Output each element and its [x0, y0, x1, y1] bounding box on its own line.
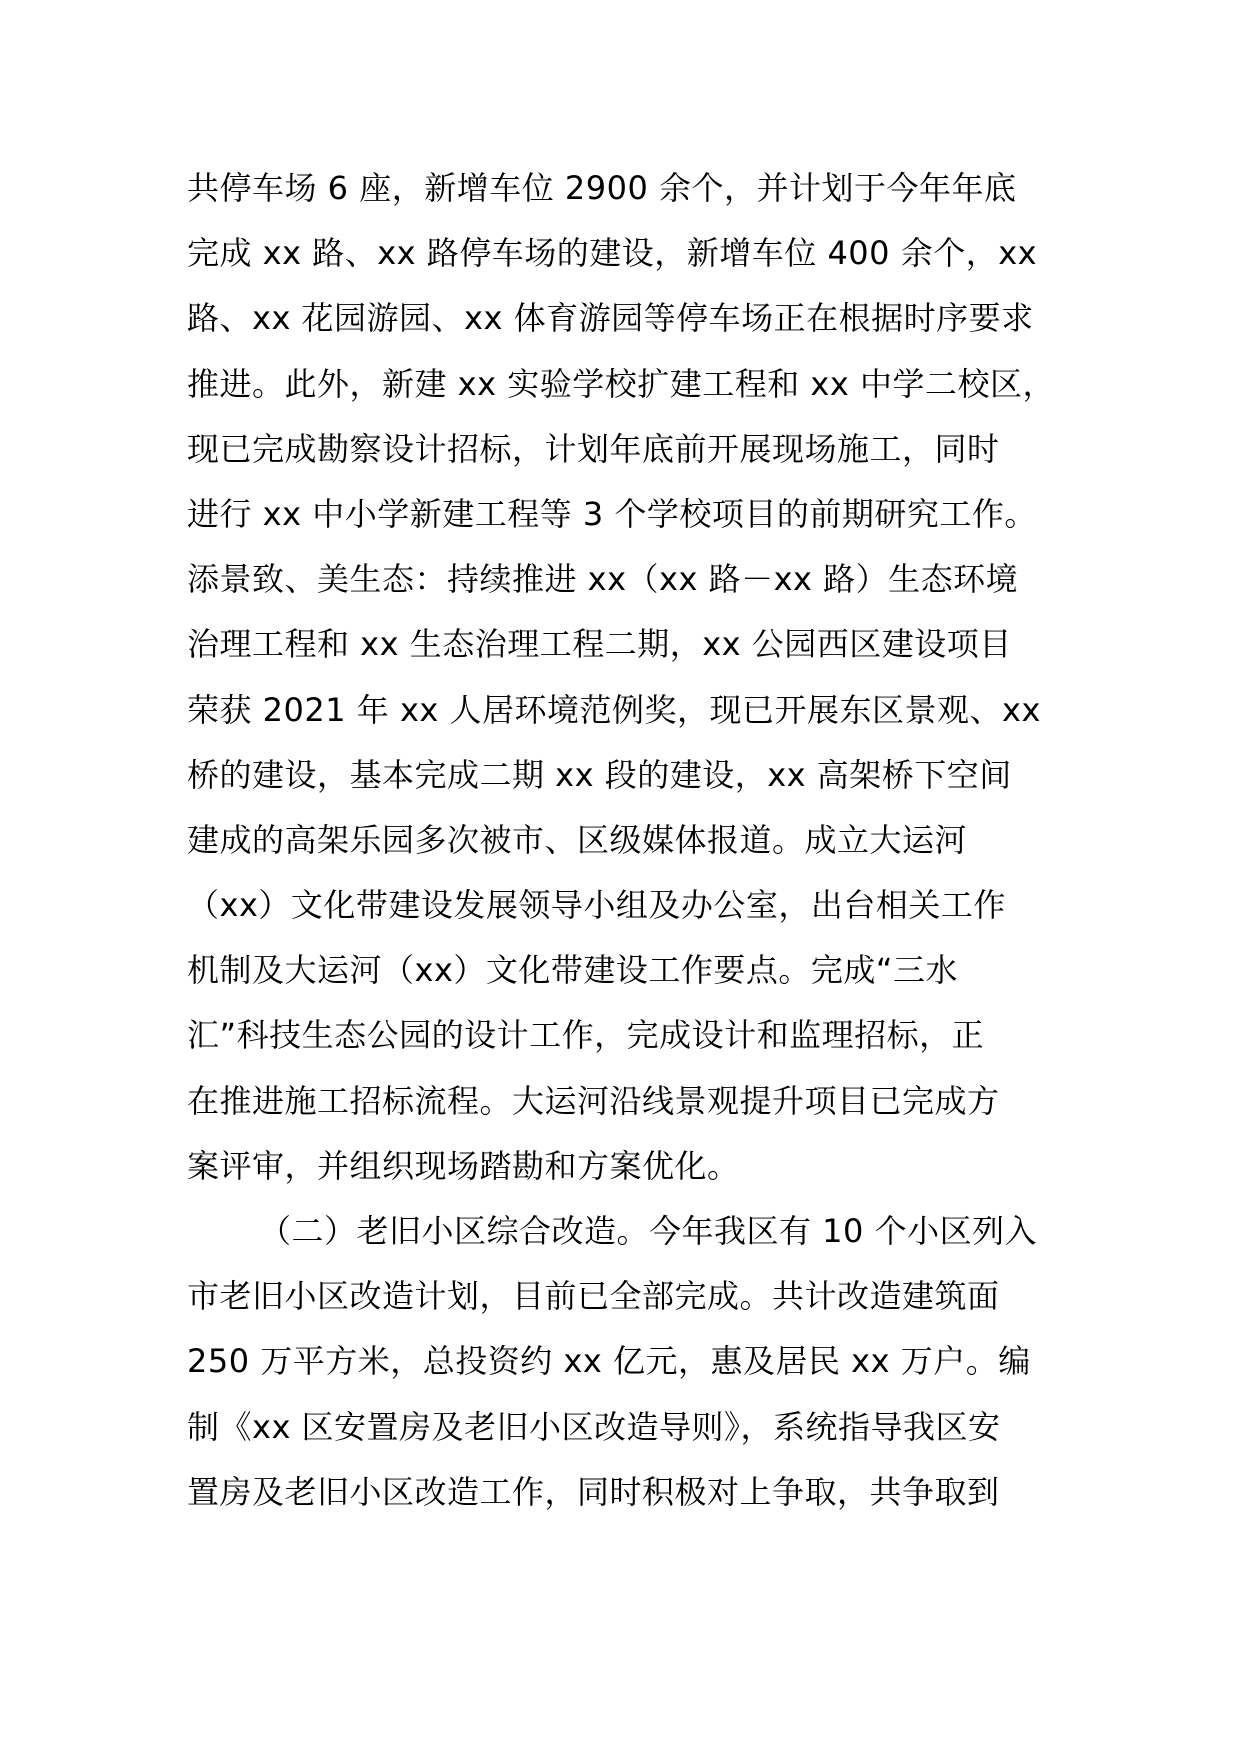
- text-line: 汇”科技生态公园的设计工作，完成设计和监理招标，正: [187, 1016, 985, 1055]
- text-line: 250 万平方米，总投资约 xx 亿元，惠及居民 xx 万户。编: [187, 1342, 1031, 1381]
- text-line: 机制及大运河（xx）文化带建设工作要点。完成“三水: [187, 951, 958, 990]
- text-line: 共停车场 6 座，新增车位 2900 余个，并计划于今年年底: [187, 169, 1017, 207]
- text-line: 进行 xx 中小学新建工程等 3 个学校项目的前期研究工作。: [187, 494, 1037, 533]
- text-line: 制《xx 区安置房及老旧小区改造导则》，系统指导我区安: [187, 1407, 1001, 1446]
- text-line: 完成 xx 路、xx 路停车场的建设，新增车位 400 余个，xx: [187, 234, 1038, 273]
- text-line: 推进。此外，新建 xx 实验学校扩建工程和 xx 中学二校区，: [187, 364, 1055, 403]
- section-heading-line: （二）老旧小区综合改造。今年我区有 10 个小区列入: [259, 1212, 1038, 1250]
- text-line: 荣获 2021 年 xx 人居环境范例奖，现已开展东区景观、xx: [187, 690, 1041, 729]
- text-line: 市老旧小区改造计划，目前已全部完成。共计改造建筑面: [187, 1277, 1000, 1316]
- text-line: 在推进施工招标流程。大运河沿线景观提升项目已完成方: [187, 1081, 1000, 1120]
- text-line: 治理工程和 xx 生态治理工程二期，xx 公园西区建设项目: [187, 625, 1012, 664]
- body-text: [187, 156, 1087, 1525]
- text-line: 现已完成勘察设计招标，计划年底前开展现场施工，同时: [187, 429, 1000, 468]
- text-line: 桥的建设，基本完成二期 xx 段的建设，xx 高架桥下空间: [187, 755, 1012, 794]
- text-line: 路、xx 花园游园、xx 体育游园等停车场正在根据时序要求: [187, 299, 1034, 338]
- text-line: 建成的高架乐园多次被市、区级媒体报道。成立大运河: [187, 820, 968, 859]
- text-line: （xx）文化带建设发展领导小组及办公室，出台相关工作: [187, 886, 1006, 925]
- text-line: 添景致、美生态：持续推进 xx（xx 路－xx 路）生态环境: [187, 560, 1019, 599]
- text-line: 置房及老旧小区改造工作，同时积极对上争取，共争取到: [187, 1472, 1000, 1511]
- text-line: 案评审，并组织现场踏勘和方案优化。: [187, 1146, 740, 1185]
